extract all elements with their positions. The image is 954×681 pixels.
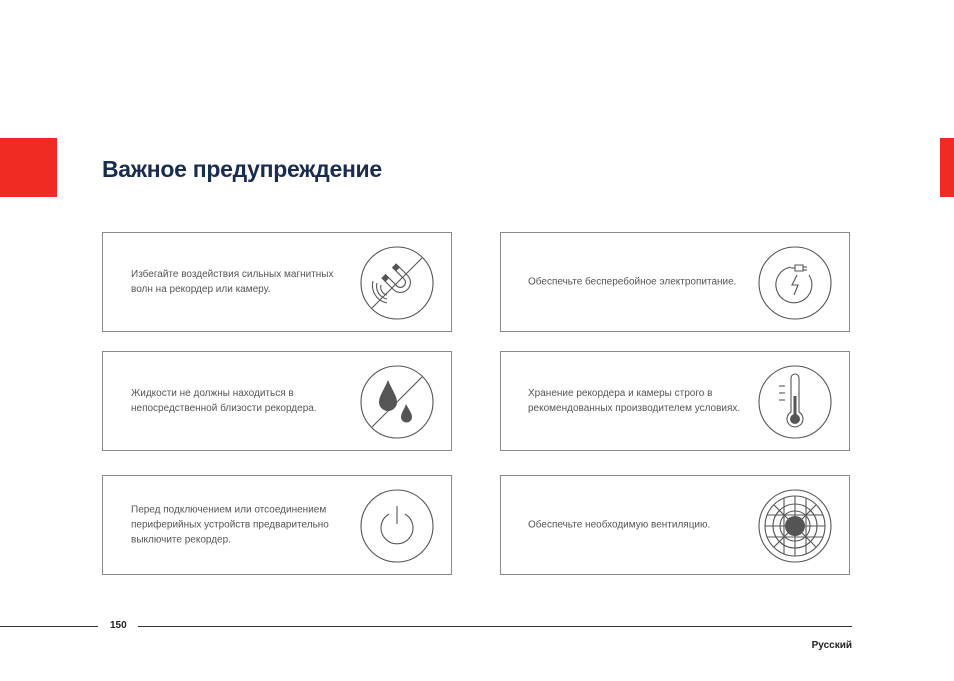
footer-rule-left [0, 626, 98, 627]
warning-card-storage-conditions [500, 351, 850, 451]
card-text: Обеспечьте необходимую вентиляцию. [528, 519, 711, 531]
liquid-drops-icon [359, 364, 435, 440]
warning-card-ventilation [500, 475, 850, 575]
footer-rule-right [138, 626, 852, 627]
power-button-icon [359, 488, 435, 564]
page-title: Важное предупреждение [102, 156, 382, 182]
red-tab-right [940, 138, 954, 197]
page-number: 150 [110, 620, 127, 631]
card-text: Обеспечьте бесперебойное электропитание. [528, 276, 737, 288]
thermometer-icon [757, 364, 833, 440]
fan-icon [757, 488, 833, 564]
magnet-icon [359, 245, 435, 321]
language-label: Русский [811, 640, 852, 651]
card-text: Избегайте воздействия сильных магнитных волн на рекордер или камеру. [131, 269, 334, 295]
card-text: Перед подключением или отсоединением периферийных устройств предварительно выключите рекордер. [131, 504, 329, 546]
red-tab-left [0, 138, 57, 197]
warning-card-power-supply [500, 232, 850, 332]
card-text: Жидкости не должны находиться в непосредственной близости рекордера. [131, 388, 317, 414]
card-text: Хранение рекордера и камеры строго в рекомендованных производителем условиях. [528, 388, 741, 414]
power-plug-icon [757, 245, 833, 321]
warning-card-magnet [102, 232, 452, 332]
warning-card-power-off [102, 475, 452, 575]
warning-card-liquids [102, 351, 452, 451]
